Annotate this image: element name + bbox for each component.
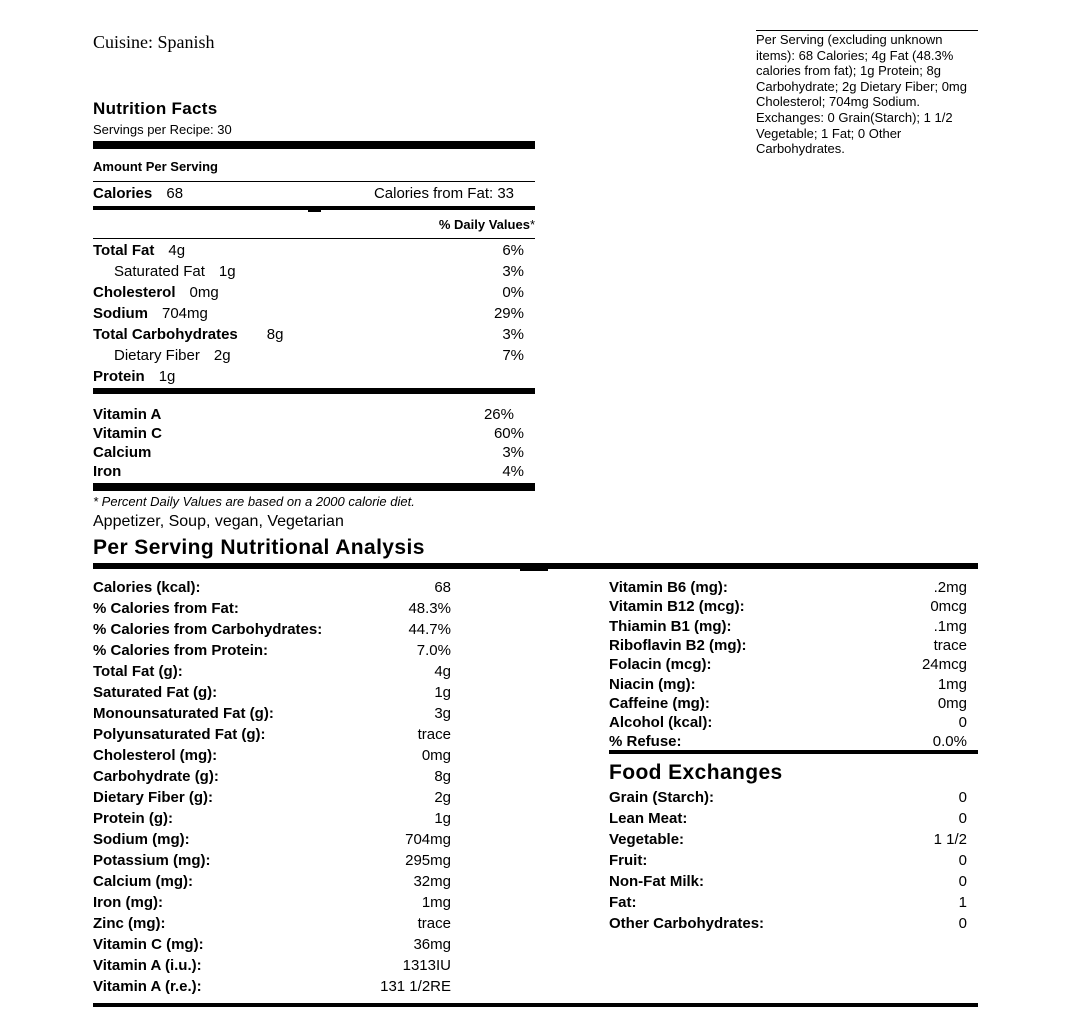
nutrient-row — [93, 242, 535, 263]
analysis-label: Saturated Fat (g): — [93, 684, 218, 701]
analysis-value: 0mg — [937, 694, 967, 712]
analysis-row — [609, 810, 967, 831]
nutrient-label: Protein — [93, 368, 145, 385]
analysis-row — [93, 789, 451, 810]
analysis-value: 1g — [434, 684, 451, 701]
analysis-row — [609, 598, 967, 619]
nutrient-row — [93, 263, 535, 284]
analysis-label: Alcohol (kcal): — [609, 714, 713, 732]
nutrient-row — [93, 326, 535, 347]
analysis-value: 0 — [958, 852, 967, 869]
nutrient-amount: 2g — [213, 347, 231, 364]
analysis-value: 24mcg — [921, 656, 967, 674]
nutrient-amount: 4g — [168, 242, 186, 259]
analysis-label: Monounsaturated Fat (g): — [93, 705, 274, 722]
analysis-label: Vitamin C (mg): — [93, 936, 204, 953]
analysis-value: 48.3% — [408, 600, 451, 617]
analysis-label: Vegetable: — [609, 831, 685, 848]
analysis-label: Iron (mg): — [93, 894, 163, 911]
divider-thick — [93, 141, 535, 149]
analysis-value: 1g — [434, 810, 451, 827]
analysis-label: Fruit: — [609, 852, 648, 869]
food-exchanges-title: Food Exchanges — [609, 761, 783, 784]
nutrient-daily-value: 6% — [502, 242, 524, 259]
analysis-value: 1313IU — [402, 957, 451, 974]
analysis-label: Lean Meat: — [609, 810, 688, 827]
analysis-value: trace — [417, 726, 451, 743]
cuisine-label: Cuisine: Spanish — [93, 32, 215, 52]
servings-per-recipe: Servings per Recipe: 30 — [93, 122, 232, 137]
analysis-value: 7.0% — [416, 642, 451, 659]
analysis-value: 0 — [958, 714, 967, 732]
analysis-row — [93, 663, 451, 684]
analysis-row — [93, 936, 451, 957]
analysis-row — [93, 852, 451, 873]
vitamin-label: Calcium — [93, 444, 152, 461]
analysis-value: 704mg — [405, 831, 451, 848]
vitamin-row — [93, 425, 535, 444]
nutrient-row — [93, 284, 535, 305]
analysis-label: Vitamin A (i.u.): — [93, 957, 202, 974]
analysis-label: Non-Fat Milk: — [609, 873, 704, 890]
analysis-row — [93, 684, 451, 705]
analysis-label: Total Fat (g): — [93, 663, 183, 680]
divider-thick — [93, 388, 535, 394]
analysis-row — [609, 831, 967, 852]
vitamin-row — [93, 406, 535, 425]
analysis-label: Thiamin B1 (mg): — [609, 617, 732, 635]
analysis-row — [93, 915, 451, 936]
nutrient-amount: 8g — [266, 326, 284, 343]
analysis-label: Niacin (mg): — [609, 675, 696, 693]
analysis-label: Other Carbohydrates: — [609, 915, 765, 932]
vitamin-daily-value: 3% — [502, 444, 524, 461]
analysis-row — [93, 747, 451, 768]
divider-thin — [93, 181, 535, 182]
analysis-label: % Calories from Protein: — [93, 642, 269, 659]
analysis-value: 32mg — [413, 873, 451, 890]
recipe-tags: Appetizer, Soup, vegan, Vegetarian — [93, 513, 344, 530]
analysis-label: Fat: — [609, 894, 637, 911]
analysis-value: 0 — [958, 873, 967, 890]
nutrient-amount: 0mg — [189, 284, 219, 301]
analysis-row — [609, 789, 967, 810]
analysis-label: Caffeine (mg): — [609, 694, 710, 712]
nutrient-label: Total Carbohydrates — [93, 326, 238, 343]
nutrient-daily-value: 7% — [502, 347, 524, 364]
analysis-value: 1mg — [421, 894, 451, 911]
nutrition-facts-title: Nutrition Facts — [93, 99, 218, 118]
analysis-label: Protein (g): — [93, 810, 173, 827]
calories-row — [93, 185, 183, 202]
analysis-row — [93, 957, 451, 978]
analysis-value: .1mg — [933, 617, 967, 635]
analysis-value: 1mg — [937, 675, 967, 693]
analysis-label: Calories (kcal): — [93, 579, 201, 596]
vitamin-row — [93, 444, 535, 463]
nutrient-row — [93, 347, 535, 368]
divider-notch — [308, 206, 321, 212]
analysis-value: 68 — [434, 579, 451, 596]
analysis-value: 2g — [434, 789, 451, 806]
analysis-value: 44.7% — [408, 621, 451, 638]
analysis-value: 36mg — [413, 936, 451, 953]
analysis-row — [609, 618, 967, 639]
exchanges-divider — [609, 750, 978, 754]
analysis-row — [93, 810, 451, 831]
analysis-label: Zinc (mg): — [93, 915, 166, 932]
analysis-value: 0.0% — [932, 733, 967, 751]
analysis-row — [93, 768, 451, 789]
analysis-row — [93, 621, 451, 642]
analysis-value: 0mg — [421, 747, 451, 764]
nutrient-daily-value: 3% — [502, 263, 524, 280]
analysis-value: 4g — [434, 663, 451, 680]
vitamin-daily-value: 26% — [483, 406, 514, 423]
divider-thick — [93, 483, 535, 491]
analysis-label: Vitamin B6 (mg): — [609, 579, 728, 596]
vitamin-label: Iron — [93, 463, 122, 480]
calories-label: Calories — [93, 185, 153, 202]
analysis-row — [609, 852, 967, 873]
analysis-row — [93, 894, 451, 915]
nutrient-daily-value: 29% — [493, 305, 524, 322]
nutrient-daily-value: 3% — [502, 326, 524, 343]
per-serving-summary: Per Serving (excluding unknown items): 68 Calories; 4g Fat (48.3% calories from fat); 1g Protein; 8g Carbohydrate; 2g Dietary Fiber; 0mg Cholesterol; 704mg Sodium. Exchanges: 0 Grain(Starch); 1 1/2 Vegetable; 1 Fat; 0 Other Carbohydrates. — [756, 30, 978, 157]
daily-values-footnote: * Percent Daily Values are based on a 2000 calorie diet. — [93, 494, 415, 509]
analysis-row — [609, 676, 967, 697]
analysis-row — [609, 714, 967, 735]
nutrient-row — [93, 305, 535, 326]
analysis-label: Grain (Starch): — [609, 789, 715, 806]
divider-thin — [93, 238, 535, 239]
analysis-value: 1 — [958, 894, 967, 911]
analysis-row — [93, 831, 451, 852]
analysis-row — [93, 642, 451, 663]
analysis-row — [93, 579, 451, 600]
calories-from-fat: Calories from Fat: 33 — [373, 185, 514, 202]
analysis-value: 3g — [434, 705, 451, 722]
analysis-label: Folacin (mcg): — [609, 656, 712, 674]
divider-notch — [520, 563, 548, 571]
analysis-value: 295mg — [405, 852, 451, 869]
nutrient-amount: 704mg — [162, 305, 208, 322]
analysis-label: Potassium (mg): — [93, 852, 211, 869]
analysis-label: Cholesterol (mg): — [93, 747, 218, 764]
analysis-label: Carbohydrate (g): — [93, 768, 219, 785]
bottom-divider — [93, 1003, 978, 1007]
vitamin-label: Vitamin C — [93, 425, 162, 442]
analysis-label: Vitamin B12 (mcg): — [609, 598, 745, 616]
analysis-label: Dietary Fiber (g): — [93, 789, 214, 806]
analysis-value: 0 — [958, 810, 967, 827]
analysis-row — [93, 978, 451, 999]
analysis-row — [609, 894, 967, 915]
analysis-value: 0 — [958, 915, 967, 932]
analysis-value: trace — [417, 915, 451, 932]
calories-value: 68 — [166, 185, 184, 202]
analysis-label: Riboflavin B2 (mg): — [609, 636, 747, 654]
analysis-value: trace — [933, 636, 967, 654]
nutrient-label: Cholesterol — [93, 284, 176, 301]
nutrient-label: Dietary Fiber — [114, 347, 200, 364]
analysis-value: .2mg — [933, 579, 967, 596]
vitamin-row — [93, 463, 535, 482]
analysis-row — [93, 873, 451, 894]
analysis-label: Calcium (mg): — [93, 873, 194, 890]
analysis-row — [609, 579, 967, 600]
analysis-value: 1 1/2 — [933, 831, 967, 848]
analysis-row — [609, 656, 967, 677]
analysis-label: % Refuse: — [609, 733, 682, 751]
vitamin-label: Vitamin A — [93, 406, 162, 423]
nutrient-label: Saturated Fat — [114, 263, 205, 280]
analysis-row — [609, 915, 967, 936]
analysis-row — [93, 705, 451, 726]
analysis-value: 8g — [434, 768, 451, 785]
analysis-value: 0mcg — [930, 598, 967, 616]
analysis-row — [609, 637, 967, 658]
analysis-label: Sodium (mg): — [93, 831, 190, 848]
vitamin-daily-value: 4% — [502, 463, 524, 480]
nutrient-amount: 1g — [158, 368, 176, 385]
analysis-label: Vitamin A (r.e.): — [93, 978, 202, 995]
analysis-label: Polyunsaturated Fat (g): — [93, 726, 266, 743]
analysis-row — [609, 873, 967, 894]
nutrient-label: Sodium — [93, 305, 148, 322]
analysis-title: Per Serving Nutritional Analysis — [93, 536, 425, 559]
analysis-label: % Calories from Carbohydrates: — [93, 621, 323, 638]
nutrient-amount: 1g — [218, 263, 236, 280]
analysis-value: 0 — [958, 789, 967, 806]
analysis-label: % Calories from Fat: — [93, 600, 239, 617]
analysis-row — [93, 600, 451, 621]
amount-per-serving: Amount Per Serving — [93, 159, 218, 174]
daily-values-header: % Daily Values* — [438, 217, 535, 232]
analysis-value: 131 1/2RE — [380, 978, 451, 995]
analysis-row — [93, 726, 451, 747]
nutrient-label: Total Fat — [93, 242, 155, 259]
analysis-row — [609, 695, 967, 716]
vitamin-daily-value: 60% — [493, 425, 524, 442]
nutrient-row — [93, 368, 535, 389]
nutrient-daily-value: 0% — [502, 284, 524, 301]
